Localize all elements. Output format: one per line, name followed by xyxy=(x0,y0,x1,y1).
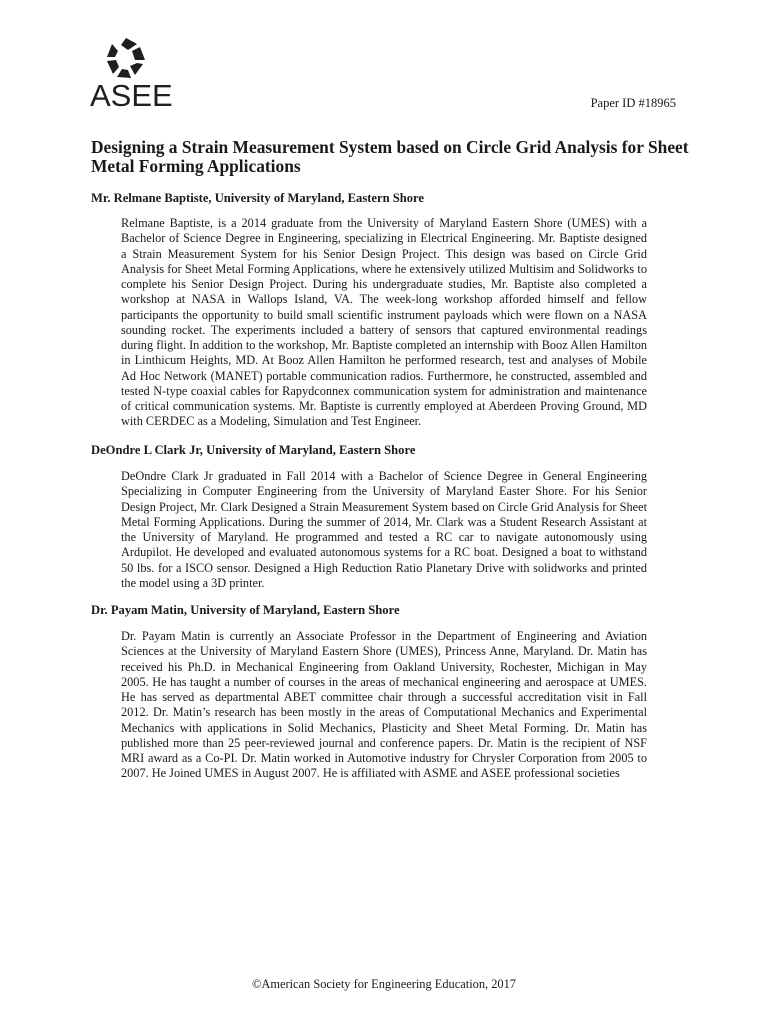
paper-id: Paper ID #18965 xyxy=(590,96,676,110)
author-bio: Relmane Baptiste, is a 2014 graduate from the University of Maryland Eastern Shore (UMES) with a Bachelor of Science Degree in Engineering, specializing in Electrical Engineering. Mr. Baptiste designed a Strain Measurement System for his Senior Design Project. This design was based on Circle Grid Analysis for Sheet Metal Forming Applications, where he extensively utilized Multisim and Solidworks to complete his Senior Design Project. During his undergraduate studies, Mr. Baptiste also completed a workshop at NASA in Wallops Island, VA. The week-long workshop afforded himself and fellow participants the opportunity to build small scientific instrument payloads which were flown on a NASA sounding rocket. The experiments included a battery of sensors that captured environmental readings during flight. In addition to the workshop, Mr. Baptiste completed an internship with Booz Allen Hamilton in Linthicum Heights, MD. At Booz Allen Hamilton he performed research, test and analyses of Mobile Ad Hoc Network (MANET) portable communication radios. Furthermore, he constructed, assembled and tested N-type coaxial cables for Rapydconnex communication system for administration and maintenance of critical communication systems. Mr. Baptiste is currently employed at Aberdeen Proving Ground, MD with CERDEC as a Modeling, Simulation and Test Engineer. xyxy=(121,216,647,429)
author-bio: DeOndre Clark Jr graduated in Fall 2014 with a Bachelor of Science Degree in General Engineering Specializing in Computer Engineering from the University of Maryland Easter Shore. For his Senior Design Project, Mr. Clark Designed a Strain Measurement System based on Circle Grid Analysis for Sheet Metal Forming Applications. During the summer of 2014, Mr. Clark was a Student Research Assistant at the University of Maryland. He programmed and tested a RC car to navigate autonomously using Ardupilot. He developed and evaluated autonomous systems for a RC boat. Designed a boat to withstand 50 lbs. for a ISCO sensor. Designed a High Reduction Ratio Planetary Drive with solidworks and printed the model using a 3D printer. xyxy=(121,469,647,590)
author-name: DeOndre L Clark Jr, University of Maryland, Eastern Shore xyxy=(91,443,416,457)
asee-emblem-icon xyxy=(104,36,148,80)
author-name: Mr. Relmane Baptiste, University of Maryland, Eastern Shore xyxy=(91,191,425,205)
logo-text: ASEE xyxy=(90,78,173,113)
copyright-footer: ©American Society for Engineering Education, 2017 xyxy=(251,977,517,991)
author-name: Dr. Payam Matin, University of Maryland, Eastern Shore xyxy=(91,603,400,617)
paper-title: Designing a Strain Measurement System based on Circle Grid Analysis for Sheet Metal Forming Applications xyxy=(91,137,689,176)
asee-logo xyxy=(90,36,173,113)
author-bio: Dr. Payam Matin is currently an Associate Professor in the Department of Engineering and Aviation Sciences at the University of Maryland Eastern Shore (UMES), Princess Anne, Maryland. Dr. Matin has received his Ph.D. in Mechanical Engineering from Oakland University, Rochester, Michigan in May 2005. He has taught a number of courses in the areas of mechanical engineering and aerospace at UMES. He has served as departmental ABET committee chair through a successful accreditation visit in Fall 2012. Dr. Matin’s research has been mostly in the areas of Computational Mechanics and Experimental Mechanics with applications in Solid Mechanics, Plasticity and Sheet Metal Forming. Dr. Matin has published more than 25 peer-reviewed journal and conference papers. Dr. Matin is the recipient of NSF MRI award as a Co-PI. Dr. Matin worked in Automotive industry for Chrysler Corporation from 2005 to 2007. He Joined UMES in August 2007. He is affiliated with ASME and ASEE professional societies xyxy=(121,629,647,781)
